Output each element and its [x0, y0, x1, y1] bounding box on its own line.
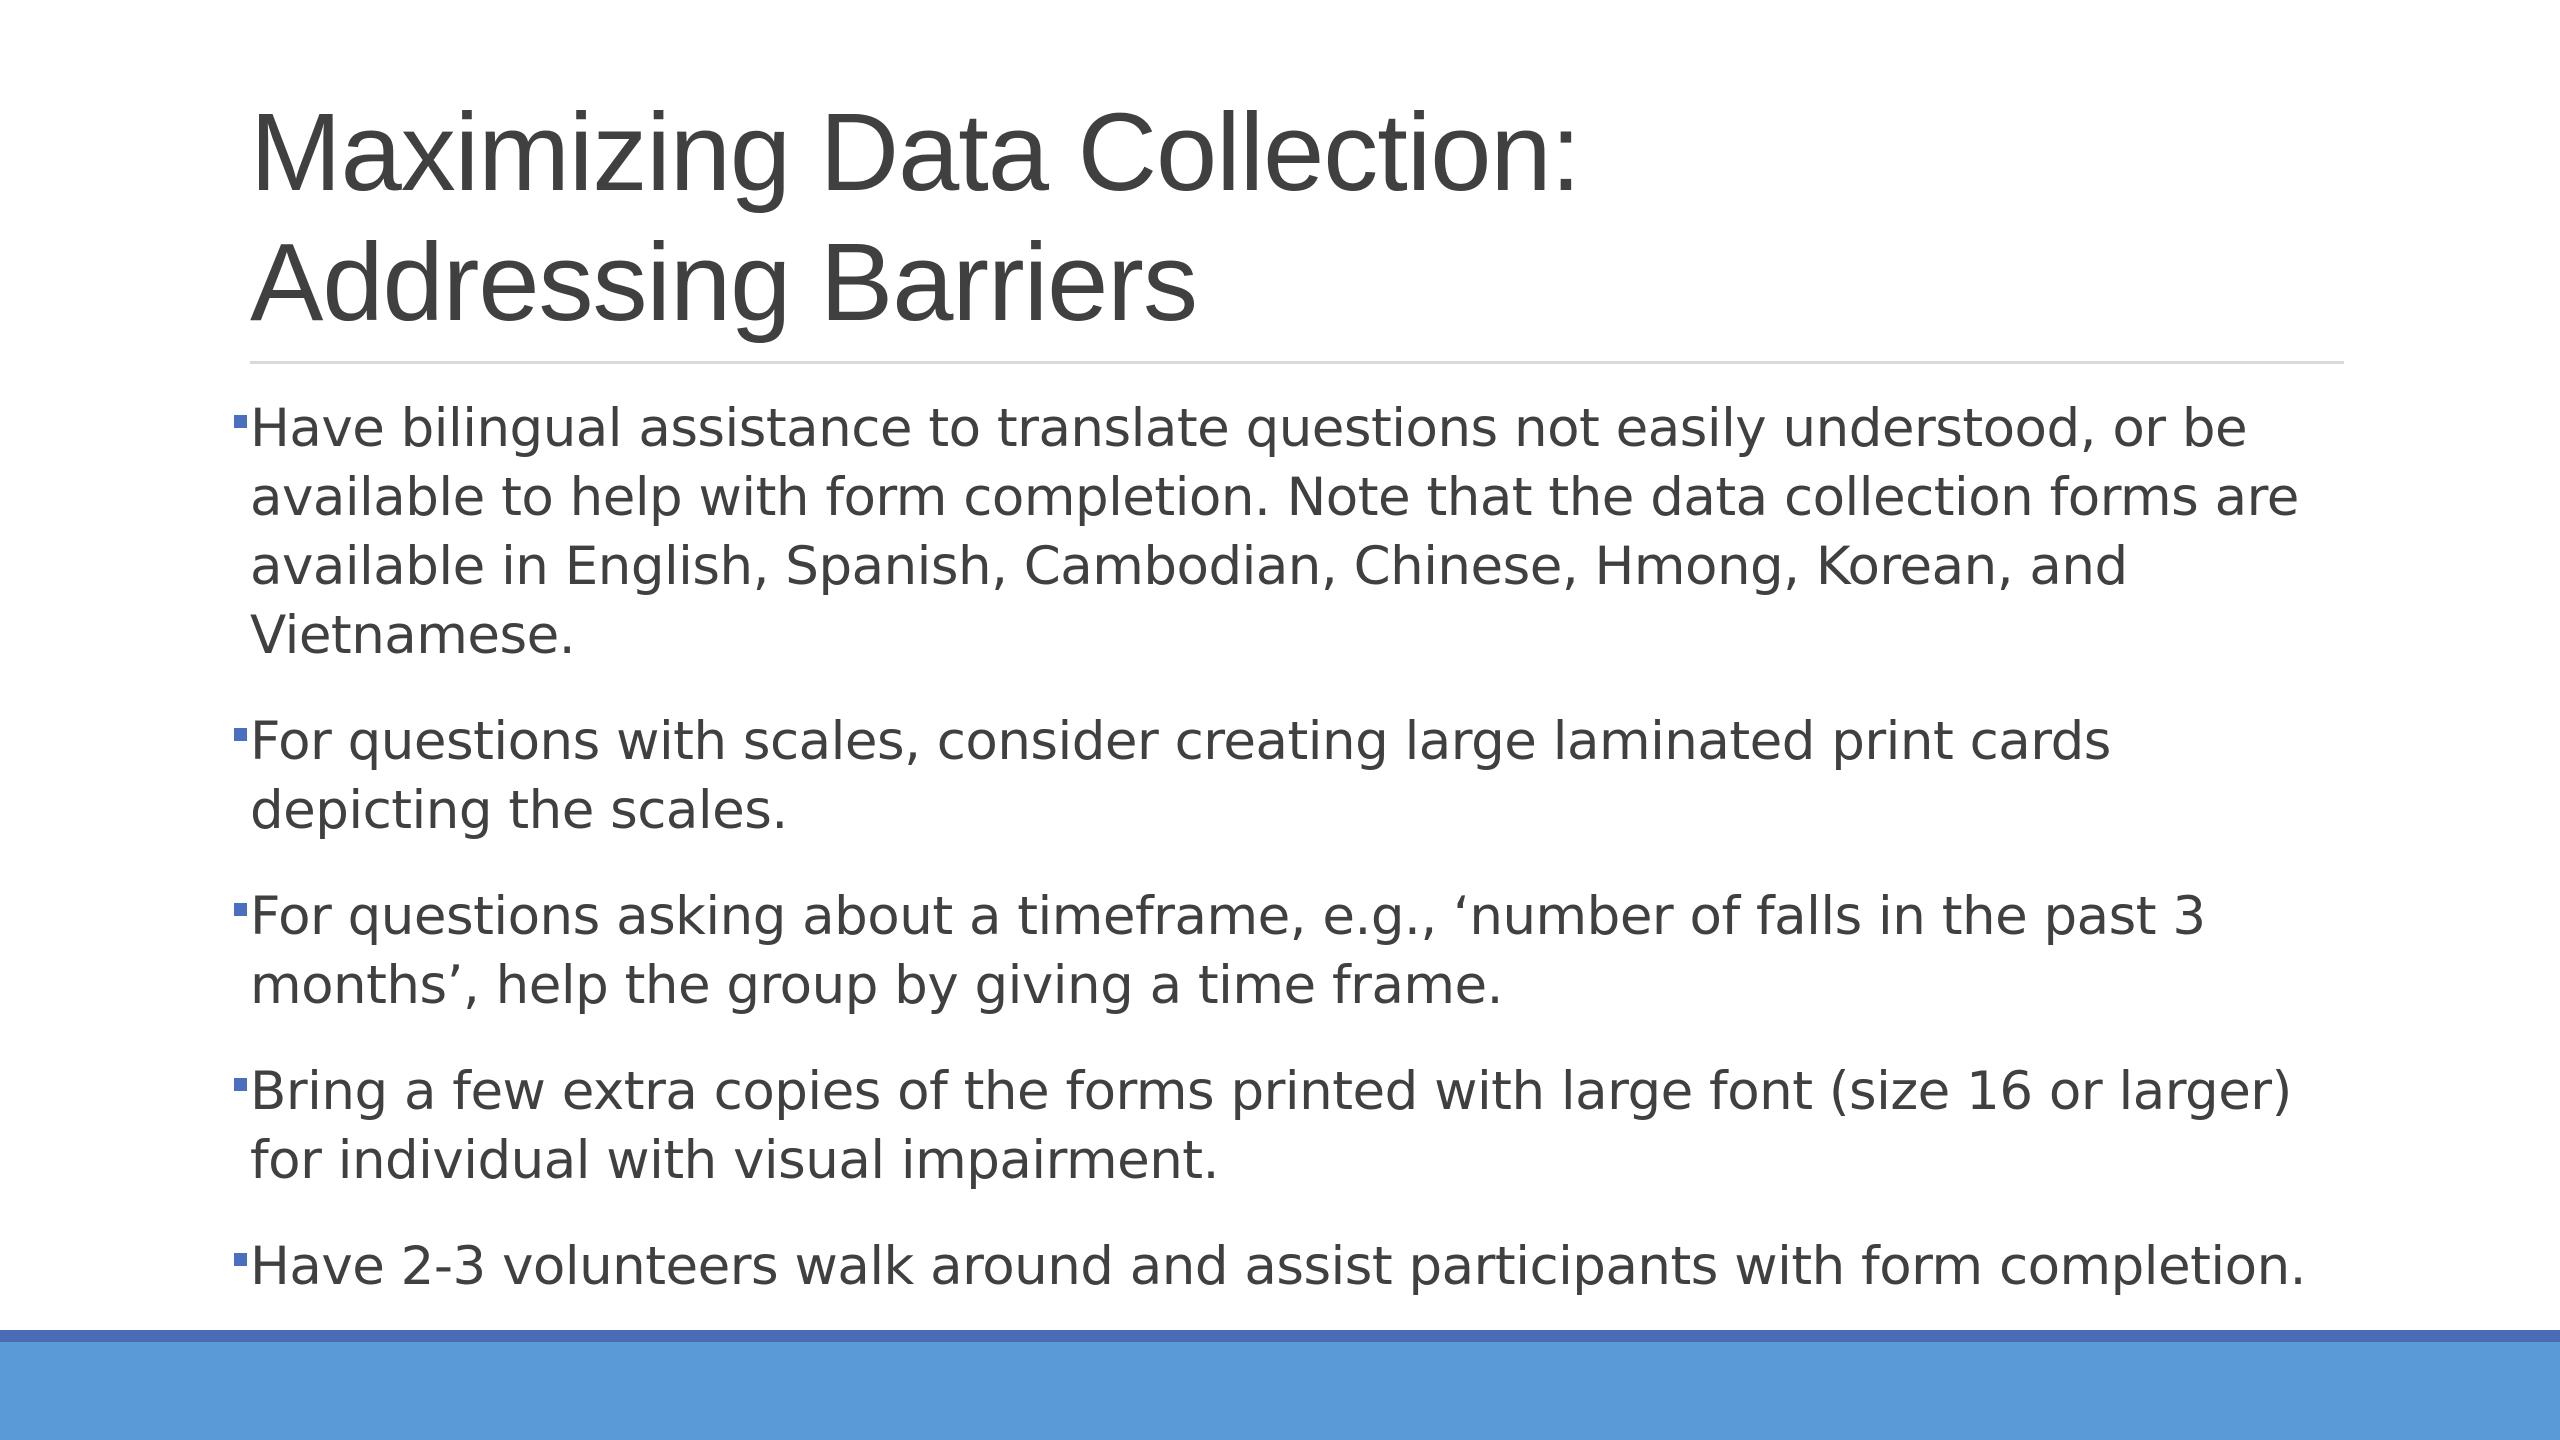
bullet-item-1: [234, 394, 2344, 670]
bullet-text-2: For questions with scales, consider creating large laminated print cards depicting the scales.: [250, 711, 2111, 841]
slide-title-line-1: Maximizing Data Collection:: [250, 91, 1581, 214]
bullet-item-4: [234, 1057, 2344, 1195]
bullet-item-5: [234, 1232, 2344, 1301]
bullet-item-2: [234, 707, 2344, 845]
bullet-text-1: Have bilingual assistance to translate questions not easily understood, or be available to help with form completion. Note that the data collection forms are available in English, Spanish, Cambodian, Chinese, Hmong, Korean, and Vietnamese.: [250, 398, 2299, 666]
bullet-text-3: For questions asking about a timeframe, e.g., ‘number of falls in the past 3 months’, help the group by giving a time frame.: [250, 886, 2206, 1016]
bullet-list: [234, 394, 2344, 1338]
footer-stripe: [0, 1330, 2560, 1342]
bullet-text-4: Bring a few extra copies of the forms printed with large font (size 16 or larger) for individual with visual impairment.: [250, 1061, 2292, 1191]
slide-title: [250, 88, 2350, 348]
square-bullet-icon: [234, 1078, 247, 1091]
bullet-item-3: [234, 882, 2344, 1020]
footer-band: [0, 1330, 2560, 1440]
slide-title-line-2: Addressing Barriers: [250, 221, 1197, 344]
title-divider: [250, 361, 2344, 364]
square-bullet-icon: [234, 903, 247, 916]
bullet-text-5: Have 2-3 volunteers walk around and assist participants with form completion.: [250, 1236, 2307, 1297]
square-bullet-icon: [234, 415, 247, 428]
square-bullet-icon: [234, 1253, 247, 1266]
square-bullet-icon: [234, 728, 247, 741]
